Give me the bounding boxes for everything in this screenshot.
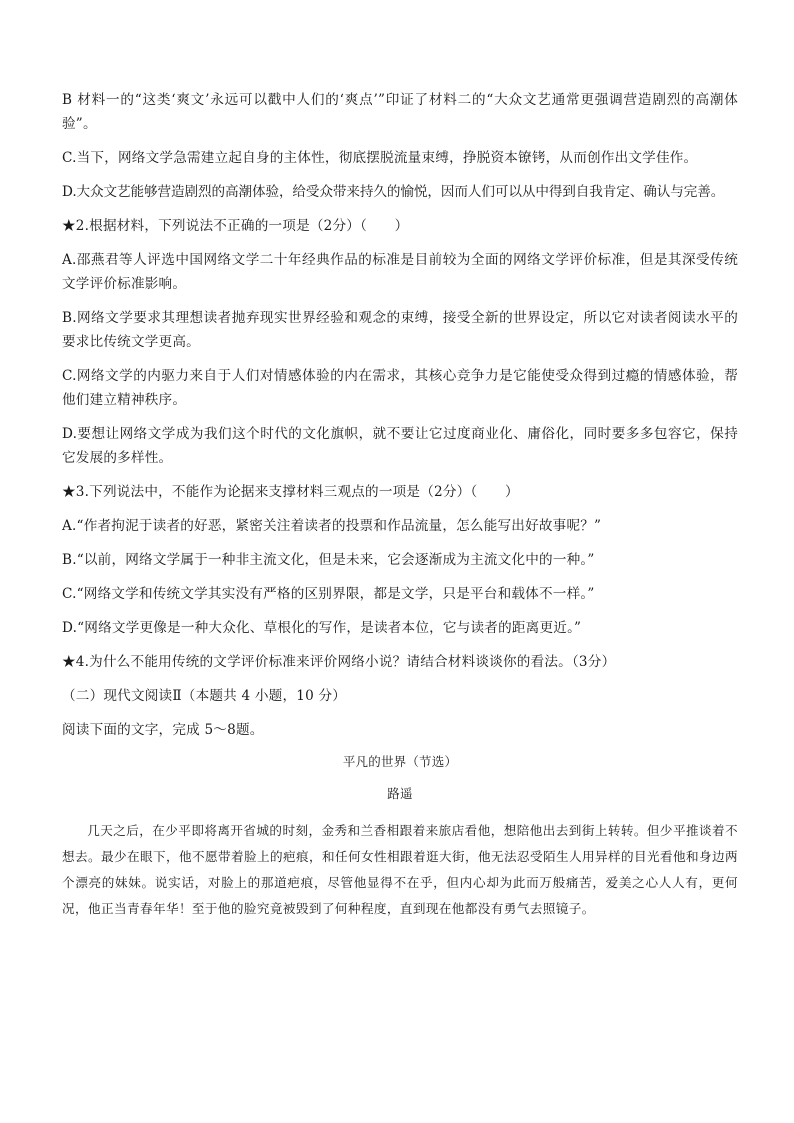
q3-option-a: A.“作者拘泥于读者的好恶，紧密关注着读者的投票和作品流量，怎么能写出好故事呢？”: [62, 518, 602, 534]
q1-option-c: C.当下，网络文学急需建立起自身的主体性，彻底摆脱流量束缚，挣脱资本镣铐，从而创作出文学佳作。: [62, 150, 698, 166]
section-2-instruction: 阅读下面的文字，完成 5～8题。: [62, 722, 264, 738]
q2-option-b: B.网络文学要求其理想读者抛弃现实世界经验和观念的束缚，接受全新的世界设定，所以它对读者阅读水平的要求比传统文学更高。: [62, 310, 738, 350]
passage-author: 路遥: [387, 786, 413, 801]
q2-option-a: A.邵燕君等人评选中国网络文学二十年经典作品的标准是目前较为全面的网络文学评价标准，但是其深受传统文学评价标准影响。: [62, 252, 738, 292]
q4-stem: ★4.为什么不能用传统的文学评价标准来评价网络小说？请结合材料谈谈你的看法。（3分）: [62, 654, 616, 670]
passage-body: 几天之后，在少平即将离开省城的时刻，金秀和兰香相跟着来旅店看他，想陪他出去到街上转转。但少平推谈着不想去。最少在眼下，他不愿带着脸上的疤痕，和任何女性相跟着逛大街，他无法忍受陌生人用异样的目光看他和身边两个漂亮的妹妹。说实话，对脸上的那道疤痕，尽管他显得不在乎，但内心却为此而万般痛苦，爱美之心人人有，更何况，他正当青春年华！至于他的脸究竟被毁到了何种程度，直到现在他都没有勇气去照镜子。: [62, 823, 738, 916]
section-2-heading: （二）现代文阅读Ⅱ（本题共 4 小题，10 分）: [62, 688, 347, 704]
q1-option-d: D.大众文艺能够营造剧烈的高潮体验，给受众带来持久的愉悦，因而人们可以从中得到自我肯定、确认与完善。: [62, 184, 725, 200]
q2-option-c: C.网络文学的内驱力来自于人们对情感体验的内在需求，其核心竞争力是它能使受众得到过瘾的情感体验，帮他们建立精神秩序。: [62, 368, 738, 408]
q2-option-d: D.要想让网络文学成为我们这个时代的文化旗帜，就不要让它过度商业化、庸俗化，同时要多多包容它，保持它发展的多样性。: [62, 426, 738, 466]
q3-stem: ★3.下列说法中，不能作为论据来支撑材料三观点的一项是（2分）（ ）: [62, 484, 519, 500]
q3-option-d: D.“网络文学更像是一种大众化、草根化的写作，是读者本位，它与读者的距离更近。”: [62, 620, 582, 636]
q3-option-b: B.“以前，网络文学属于一种非主流文化，但是未来，它会逐渐成为主流文化中的一种。”: [62, 552, 595, 568]
q2-stem: ★2.根据材料，下列说法不正确的一项是（2分）（ ）: [62, 218, 409, 234]
q1-option-b: B 材料一的“这类‘爽文’永远可以戳中人们的‘爽点’”印证了材料二的“大众文艺通常更强调营造剧烈的高潮体验”。: [62, 92, 738, 132]
document-page: [62, 88, 738, 922]
passage-title: 平凡的世界（节选）: [342, 754, 458, 769]
q3-option-c: C.“网络文学和传统文学其实没有严格的区别界限，都是文学，只是平台和载体不一样。”: [62, 586, 595, 602]
